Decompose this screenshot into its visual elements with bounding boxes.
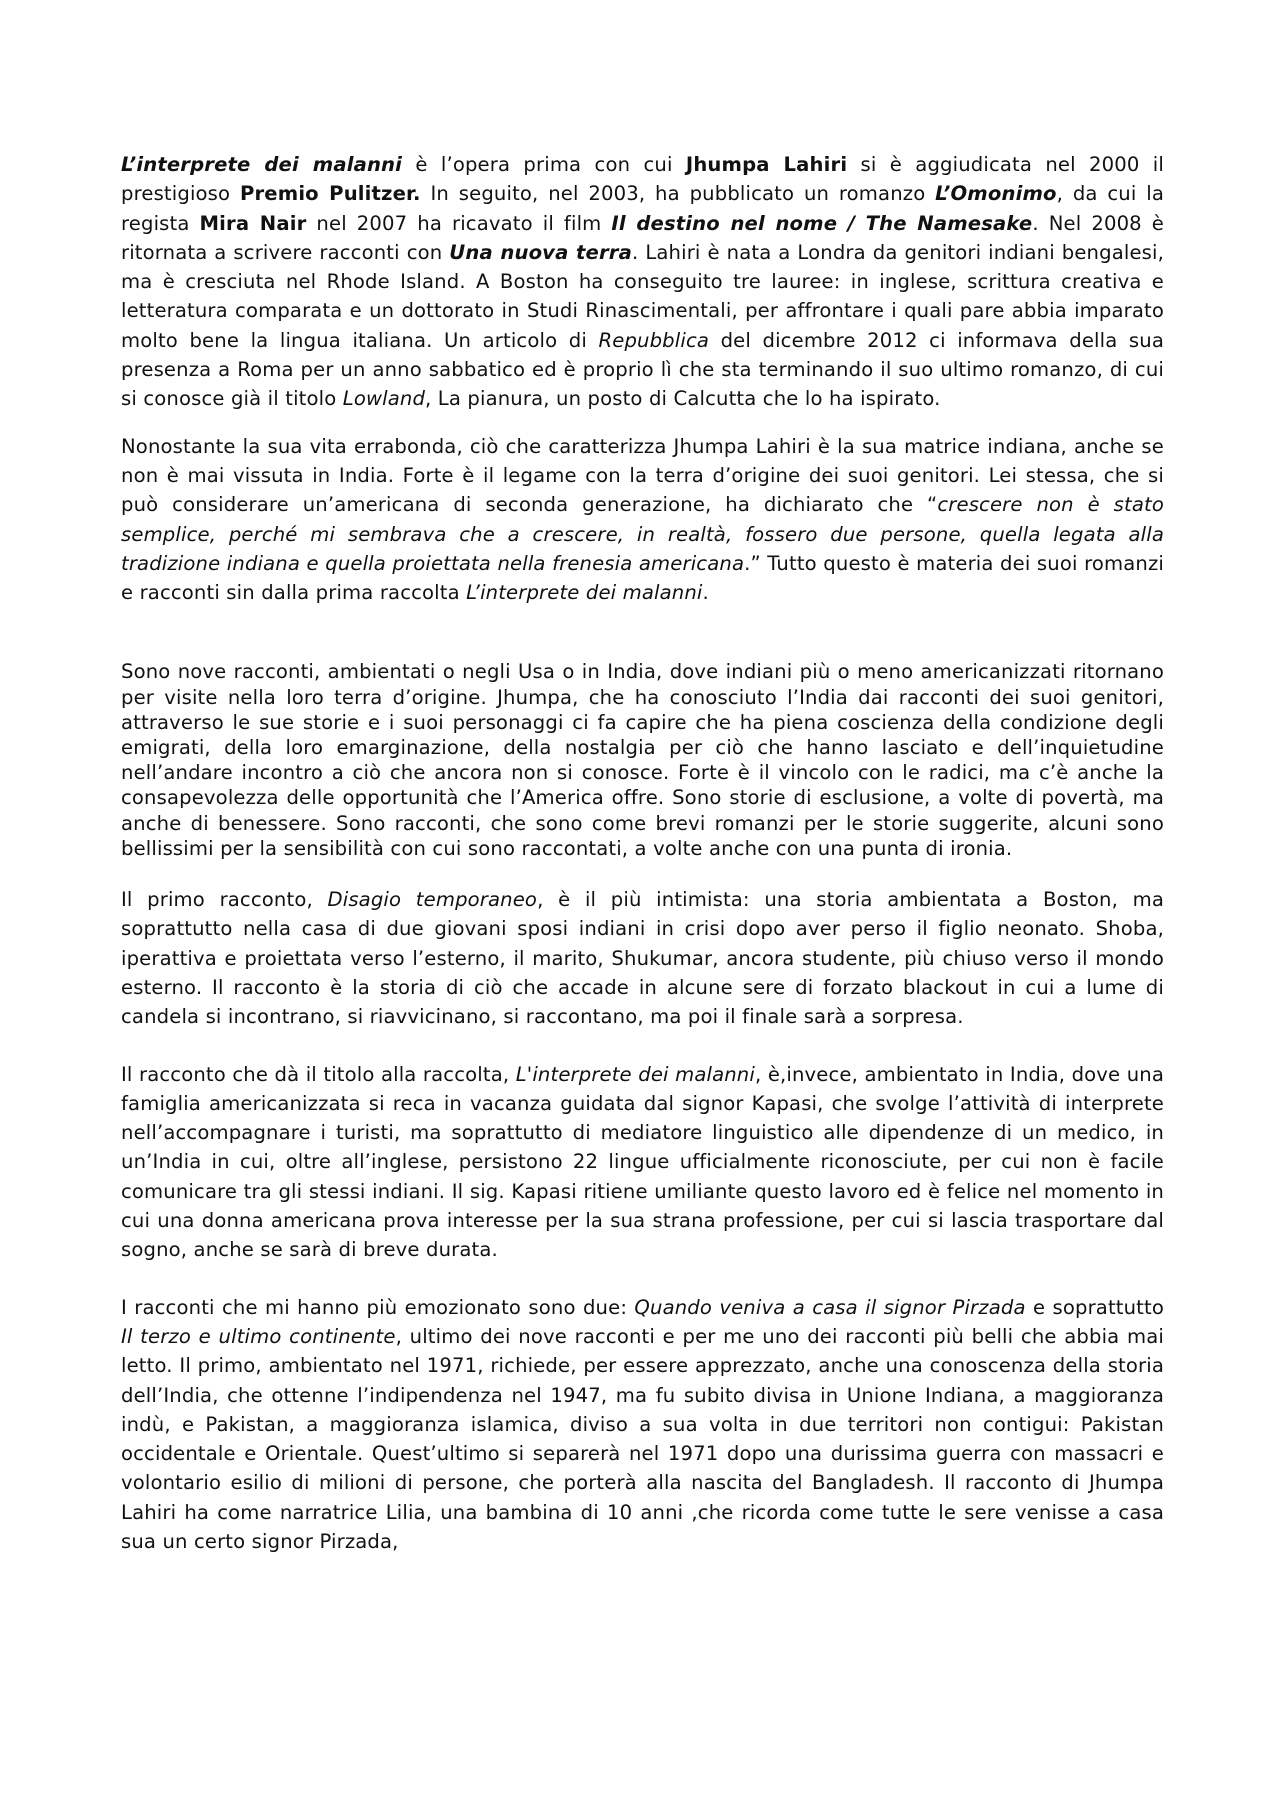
paragraph-collection-overview bbox=[121, 659, 1164, 861]
text-run: , ultimo dei nove racconti e per me uno dei racconti più belli che abbia mai letto. Il primo, ambientato nel 1971, richiede, per essere apprezzato, anche una conoscenza della storia dell’India, che ottenne l’indipendenza nel 1947, ma fu subito divisa in Unione Indiana, a maggioranza indù, e Pakistan, a maggioranza islamica, diviso a sua volta in due territori non contigui: Pakistan occidentale e Orientale. Quest’ultimo si separerà nel 1971 dopo una durissima guerra con massacri e volontario esilio di milioni di persone, che porterà alla nascita del Bangladesh. Il racconto di Jhumpa Lahiri ha come narratrice Lilia, una bambina di 10 anni ,che ricorda come tutte le sere venisse a casa sua un certo signor Pirzada, bbox=[121, 1324, 1164, 1554]
book-title-emphasis: L’interprete dei malanni bbox=[121, 153, 403, 176]
newspaper-name: Repubblica bbox=[598, 328, 710, 352]
text-run: , è,invece, ambientato in India, dove una famiglia americanizzata si reca in vacanza guidata dal signor Kapasi, che svolge l’attività di interprete nell’accompagnare i turisti, ma soprattutto di mediatore linguistico alle dipendenze di un medico, in un’India in cui, oltre all’inglese, persistono 22 lingue ufficialmente riconosciute, per cui non è facile comunicare tra gli stessi indiani. Il sig. Kapasi ritiene umiliante questo lavoro ed è felice nel momento in cui una donna americana prova interesse per la sua strana professione, per cui si lascia trasportare dal sogno, anche se sarà di breve durata. bbox=[121, 1062, 1165, 1262]
story-title: Disagio temporaneo bbox=[327, 888, 538, 912]
text-run: e soprattutto bbox=[1025, 1295, 1164, 1319]
text-run: . bbox=[702, 581, 709, 605]
text-run: , è il più intimista: una storia ambientata a Boston, ma soprattutto nella casa di due giovani sposi indiani in crisi dopo aver perso il figlio neonato. Shoba, iperattiva e proiettata verso l’esterno, il marito, Shukumar, ancora studente, più chiuso verso il mondo esterno. Il racconto è la storia di ciò che accade in alcune sere di forzato blackout in cui a lume di candela si incontrano, si riavvicinano, si raccontano, ma poi il finale sarà a sorpresa. bbox=[121, 888, 1165, 1029]
text-run: . Nel 2008 è ritornata a scrivere racconti con bbox=[121, 211, 1165, 264]
story-title: Quando veniva a casa il signor Pirzada bbox=[634, 1295, 1026, 1319]
story-title: L'interprete dei malanni bbox=[515, 1062, 755, 1086]
text-run: Il primo racconto, bbox=[121, 888, 328, 912]
award-name: Premio Pulitzer. bbox=[239, 182, 421, 206]
paragraph-background bbox=[121, 432, 1164, 608]
text-run: , da cui la regista bbox=[121, 182, 1165, 235]
author-quote: crescere non è stato semplice, perché mi sembrava che a crescere, in realtà, fossero due persone, quella legata alla tradizione indiana e quella proiettata nella frenesia americana bbox=[121, 493, 1164, 575]
novel-title: Lowland bbox=[342, 387, 426, 411]
text-run: , La pianura, un posto di Calcutta che lo ha ispirato. bbox=[425, 387, 941, 411]
paragraph-favorite-stories bbox=[121, 1293, 1164, 1557]
film-title: Il destino nel nome / The Namesake bbox=[611, 211, 1033, 235]
text-run: Nonostante la sua vita errabonda, ciò che caratterizza Jhumpa Lahiri è la sua matrice indiana, anche se non è mai vissuta in India. Forte è il legame con la terra d’origine dei suoi genitori. Lei stessa, che si può considerare un’americana di seconda generazione, ha dichiarato che “ bbox=[121, 434, 1164, 517]
text-run: I racconti che mi hanno più emozionato sono due: bbox=[121, 1295, 635, 1319]
text-run: nel 2007 ha ricavato il film bbox=[306, 211, 612, 235]
text-run: In seguito, nel 2003, ha pubblicato un romanzo bbox=[420, 182, 936, 206]
director-name: Mira Nair bbox=[199, 211, 307, 235]
novel-title: L’Omonimo bbox=[935, 182, 1057, 206]
story-title: Il terzo e ultimo continente bbox=[121, 1324, 396, 1348]
author-name: Jhumpa Lahiri bbox=[685, 153, 848, 176]
text-run: Sono nove racconti, ambientati o negli Usa o in India, dove indiani più o meno americanizzati ritornano per visite nella loro terra d’origine. Jhumpa, che ha conosciuto l’India dai racconti dei suoi genitori, attraverso le sue storie e i suoi personaggi ci fa capire che ha piena coscienza della condizione degli emigrati, della loro emarginazione, della nostalgia per ciò che hanno lasciato e dell’inquietudine nell’andare incontro a ciò che ancora non si conosce. Forte è il vincolo con le radici, ma c’è anche la consapevolezza delle opportunità che l’America offre. Sono storie di esclusione, a volte di povertà, ma anche di benessere. Sono racconti, che sono come brevi romanzi per le storie suggerite, alcuni sono bellissimi per la sensibilità con cui sono raccontati, a volte anche con una punta di ironia. bbox=[121, 660, 1164, 860]
text-run: .” Tutto questo è materia dei suoi romanzi e racconti sin dalla prima raccolta bbox=[121, 551, 1164, 605]
text-run: si è aggiudicata nel 2000 il prestigioso bbox=[121, 153, 1164, 206]
paragraph-intro bbox=[121, 150, 1164, 414]
text-run: del dicembre 2012 ci informava della sua presenza a Roma per un anno sabbatico ed è proprio lì che sta terminando il suo ultimo romanzo, di cui si conosce già il titolo bbox=[121, 328, 1165, 411]
paragraph-title-story bbox=[121, 1060, 1164, 1265]
collection-title: Una nuova terra bbox=[449, 240, 632, 264]
text-run: . Lahiri è nata a Londra da genitori indiani bengalesi, ma è cresciuta nel Rhode Island. A Boston ha conseguito tre lauree: in inglese, scrittura creativa e letteratura comparata e un dottorato in Studi Rinascimentali, per affrontare i quali pare abbia imparato molto bene la lingua italiana. Un articolo di bbox=[121, 240, 1164, 352]
paragraph-first-story bbox=[121, 885, 1164, 1031]
text-run: Il racconto che dà il titolo alla raccolta, bbox=[121, 1062, 516, 1086]
text-run: è l’opera prima con cui bbox=[402, 153, 686, 176]
book-title: L’interprete dei malanni bbox=[466, 581, 703, 605]
